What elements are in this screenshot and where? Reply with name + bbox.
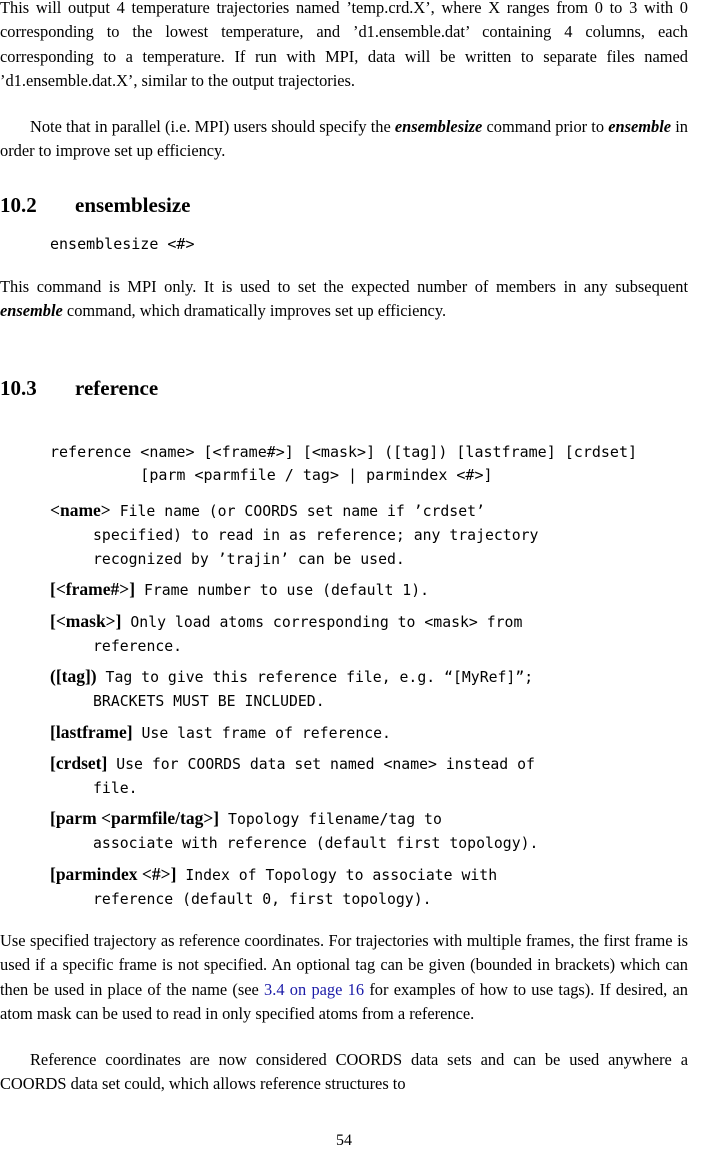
- reference-syntax-line-1: reference <name> [<frame#>] [<mask>] ([tag]) [lastframe] [crdset]: [50, 443, 637, 461]
- note-paragraph: Note that in parallel (i.e. MPI) users should specify the ensemblesize command prior to ensemble in order to improve set up efficiency.: [0, 117, 688, 161]
- page-number: 54: [336, 1132, 352, 1149]
- cross-reference-link[interactable]: 3.4 on page 16: [264, 979, 365, 999]
- reference-body-paragraph: Use specified trajectory as reference coordinates. For trajectories with multiple frames, the first frame is used if a specific frame is not specified. An optional tag can be given (bounded in brackets) which can then be used in place of the name (see 3.4 on page 16 for examples of how to use tags). If desired, an atom mask can be used to read in only specified atoms from a reference.: [0, 931, 688, 1023]
- ensemblesize-description: This command is MPI only. It is used to set the expected number of members in any subsequent ensemble command, which dramatically improves set up efficiency.: [0, 277, 688, 321]
- reference-coords-paragraph: Reference coordinates are now considered COORDS data sets and can be used anywhere a COORDS data set could, which allows reference structures to: [0, 1050, 688, 1094]
- intro-paragraph: This will output 4 temperature trajectories named ’temp.crd.X’, where X ranges from 0 to 3 with 0 corresponding to the lowest temperature, and ’d1.ensemble.dat’ containing 4 columns, each corresponding to a temperature. If run with MPI, data will be written to separate files named ’d1.ensemble.dat.X’, similar to the output trajectories.: [0, 0, 688, 90]
- command-ref-ensemble: ensemble: [608, 117, 672, 136]
- option-tag: ([tag]) Tag to give this reference file, e.g. “[MyRef]”; BRACKETS MUST BE INCLUDED.: [50, 666, 534, 710]
- option-lastframe: [lastframe] Use last frame of reference.: [50, 722, 391, 742]
- section-heading-ensemblesize: 10.2 ensemblesize: [0, 193, 191, 217]
- option-name: <name> File name (or COORDS set name if ’crdset’ specified) to read in as reference; any trajectory recognized by ’trajin’ can be used.: [50, 500, 539, 568]
- command-ref-ensemble-2: ensemble: [0, 301, 63, 321]
- option-crdset: [crdset] Use for COORDS data set named <name> instead of file.: [50, 753, 535, 797]
- command-ref-ensemblesize: ensemblesize: [394, 117, 483, 136]
- reference-syntax-line-2: [parm <parmfile / tag> | parmindex <#>]: [50, 466, 493, 484]
- option-parmindex: [parmindex <#>] Index of Topology to associate with reference (default 0, first topology).: [50, 864, 498, 908]
- section-heading-reference: 10.3 reference: [0, 376, 159, 400]
- option-frame: [<frame#>] Frame number to use (default 1).: [50, 579, 430, 599]
- option-parm: [parm <parmfile/tag>] Topology filename/tag to associate with reference (default first topology).: [50, 808, 539, 852]
- option-mask: [<mask>] Only load atoms corresponding to <mask> from reference.: [50, 611, 523, 655]
- ensemblesize-syntax: ensemblesize <#>: [50, 235, 195, 253]
